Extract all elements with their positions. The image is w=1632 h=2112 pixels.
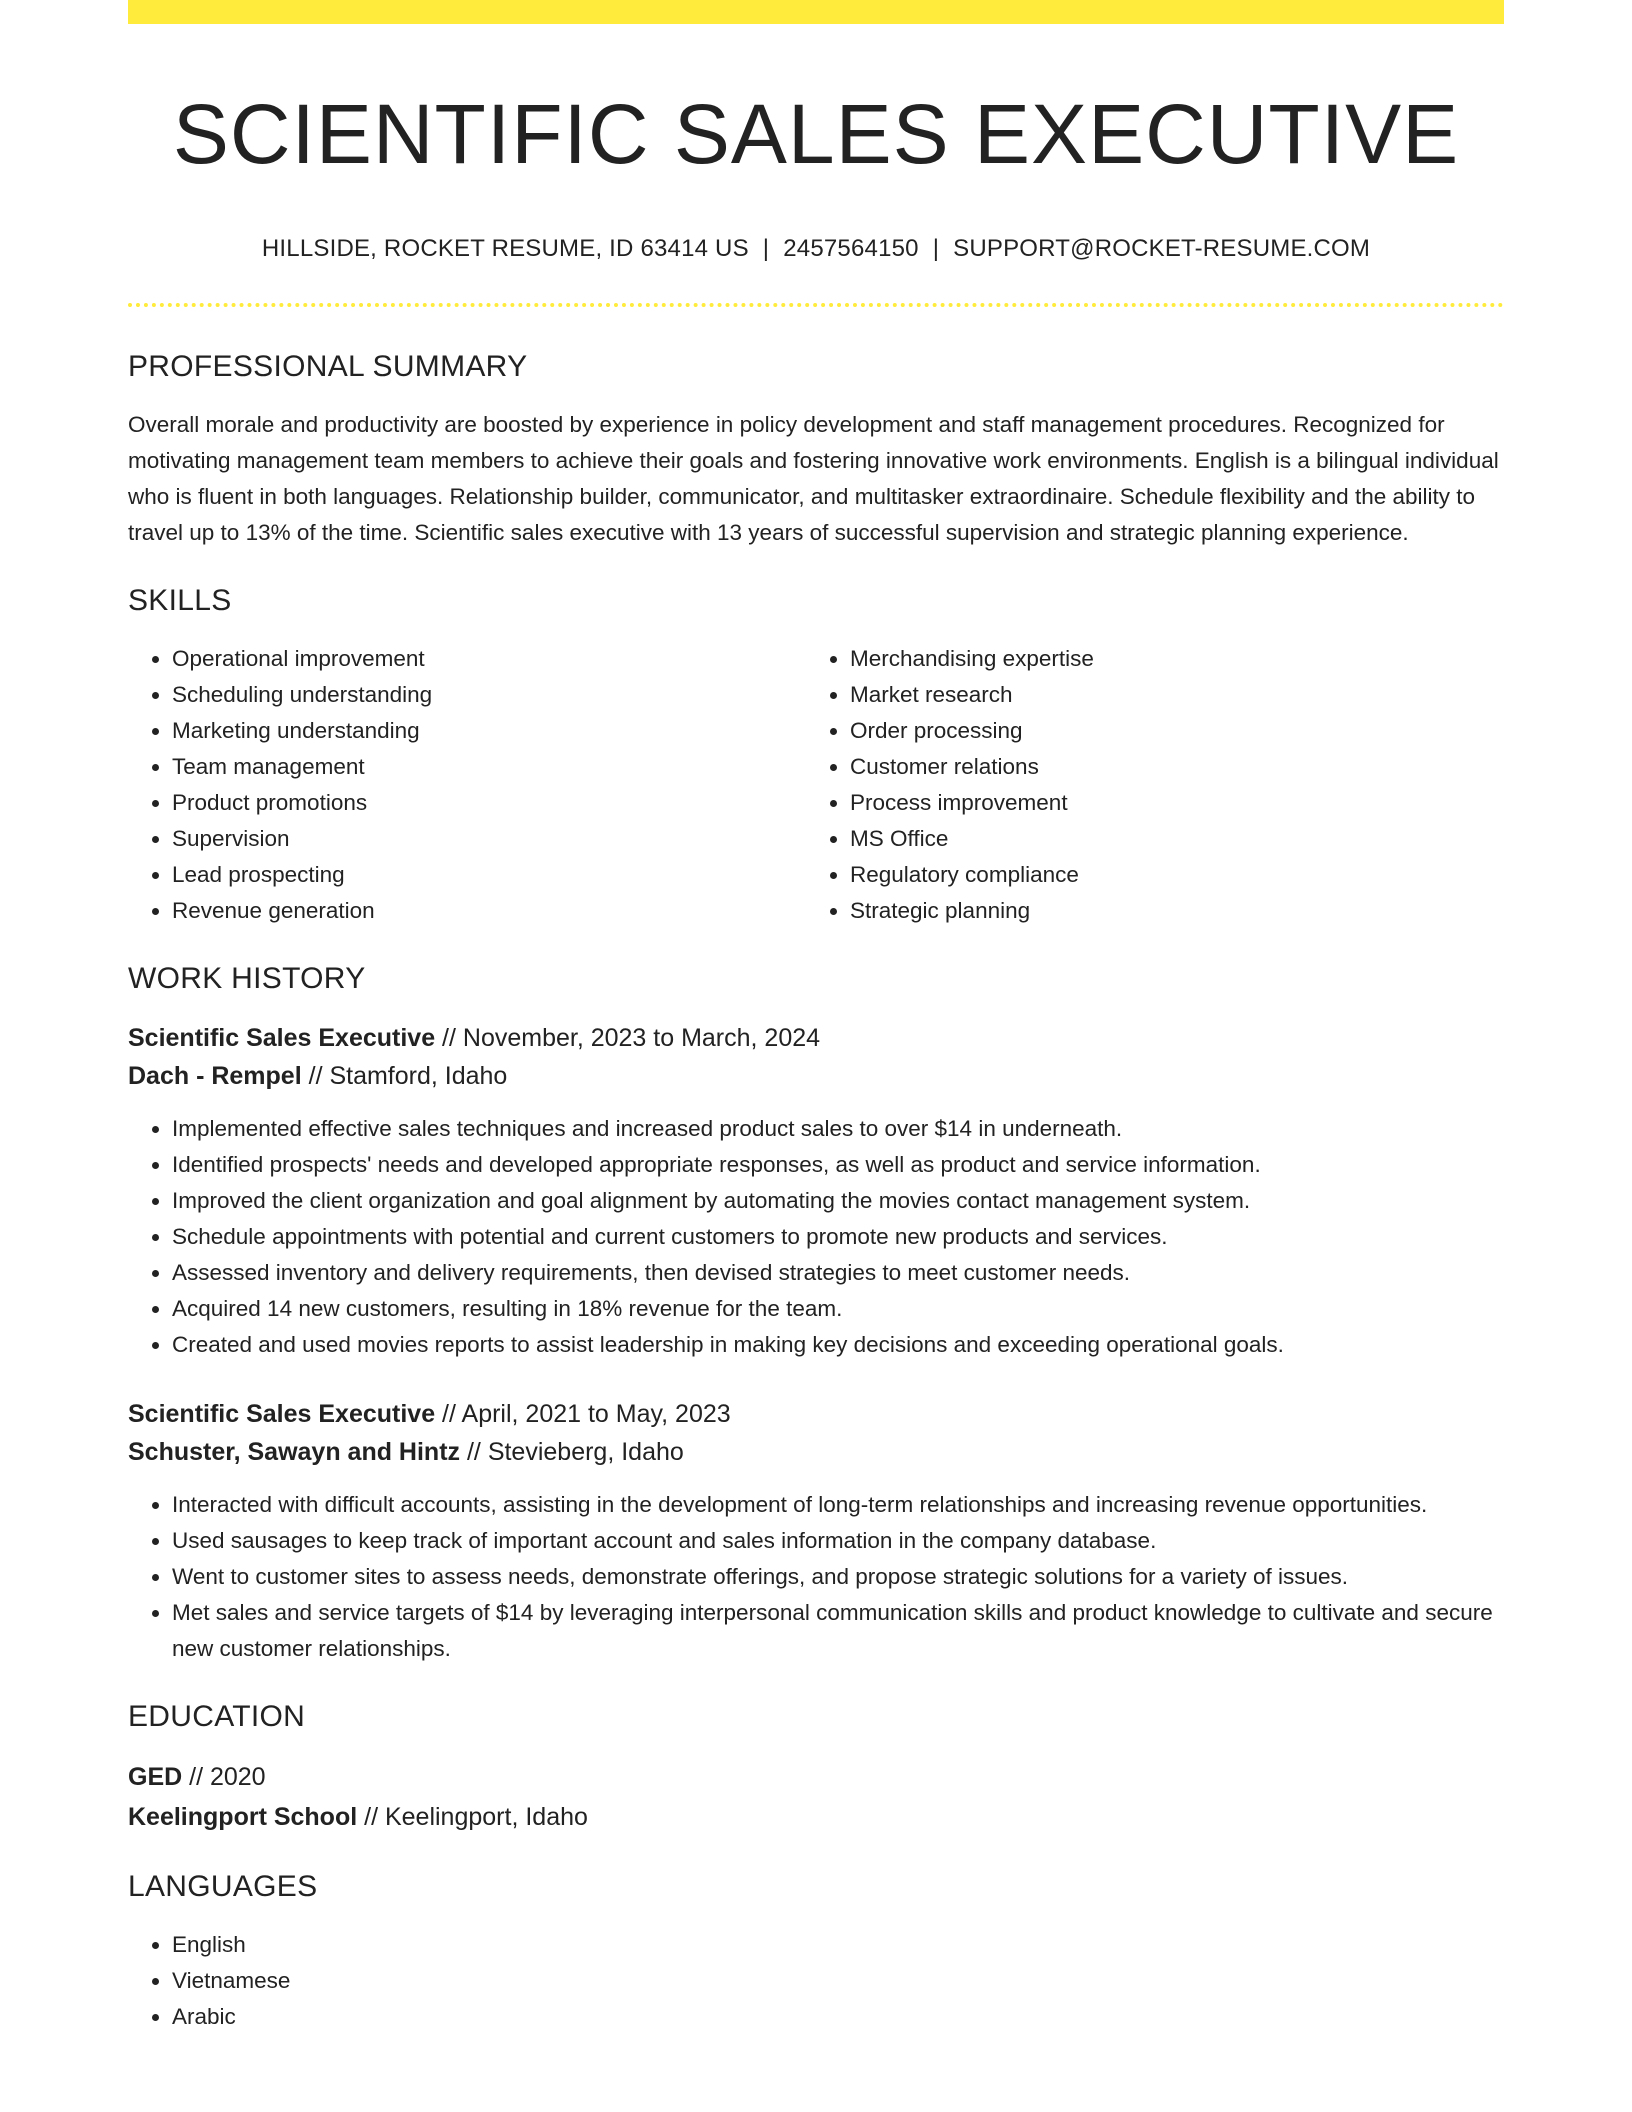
skill-item: • Revenue generation xyxy=(172,893,806,929)
skill-item: • Customer relations xyxy=(850,749,1484,785)
language-item: • Arabic xyxy=(172,1999,1504,2035)
accent-top-bar xyxy=(128,0,1504,24)
contact-phone: 2457564150 xyxy=(783,234,919,262)
job-bullet: • Used sausages to keep track of important account and sales information in the company database. xyxy=(172,1523,1504,1559)
job-bullet: • Assessed inventory and delivery requirements, then devised strategies to meet customer needs. xyxy=(172,1255,1504,1291)
job-location: // Stamford, Idaho xyxy=(301,1061,508,1090)
summary-heading: PROFESSIONAL SUMMARY xyxy=(128,349,528,383)
job-bullet: • Identified prospects' needs and developed appropriate responses, as well as product and service information. xyxy=(172,1147,1504,1183)
education-school: Keelingport School xyxy=(128,1802,358,1831)
job-title-line xyxy=(128,1395,1504,1433)
skill-item: • Order processing xyxy=(850,713,1484,749)
education-degree-line xyxy=(128,1757,1504,1797)
skill-item: • Supervision xyxy=(172,821,806,857)
job-company: Dach - Rempel xyxy=(128,1061,302,1090)
work-history-heading: WORK HISTORY xyxy=(128,961,366,995)
education-location: // Keelingport, Idaho xyxy=(357,1802,588,1831)
job-position: Scientific Sales Executive xyxy=(128,1023,436,1052)
job-position: Scientific Sales Executive xyxy=(128,1399,436,1428)
skill-item: • Strategic planning xyxy=(850,893,1484,929)
languages-list xyxy=(128,1927,1504,2035)
job-location: // Stevieberg, Idaho xyxy=(460,1437,684,1466)
skill-item: • Product promotions xyxy=(172,785,806,821)
job-bullet: • Schedule appointments with potential and current customers to promote new products and services. xyxy=(172,1219,1504,1255)
skills-list-left xyxy=(128,641,806,929)
languages-heading: LANGUAGES xyxy=(128,1869,318,1903)
job-bullet: • Met sales and service targets of $14 by leveraging interpersonal communication skills and product knowledge to cultivate and secure new customer relationships. xyxy=(172,1595,1504,1667)
skills-columns xyxy=(128,641,1504,929)
skill-item: • Process improvement xyxy=(850,785,1484,821)
job-company-line xyxy=(128,1057,1504,1095)
skill-item: • Merchandising expertise xyxy=(850,641,1484,677)
skills-list-right xyxy=(806,641,1484,929)
contact-address: HILLSIDE, ROCKET RESUME, ID 63414 US xyxy=(261,234,749,262)
contact-email: SUPPORT@ROCKET-RESUME.COM xyxy=(953,234,1371,262)
skill-item: • Team management xyxy=(172,749,806,785)
skills-heading: SKILLS xyxy=(128,583,232,617)
language-item: • Vietnamese xyxy=(172,1963,1504,1999)
skill-item: • Lead prospecting xyxy=(172,857,806,893)
resume-page xyxy=(128,0,1504,2112)
job-bullets xyxy=(128,1487,1504,1667)
dotted-divider xyxy=(128,303,1504,307)
skill-item: • Market research xyxy=(850,677,1484,713)
job-dates: // April, 2021 to May, 2023 xyxy=(435,1399,731,1428)
education-school-line xyxy=(128,1797,1504,1837)
resume-name: SCIENTIFIC SALES EXECUTIVE xyxy=(172,87,1460,181)
job-company: Schuster, Sawayn and Hintz xyxy=(128,1437,461,1466)
contact-separator: | xyxy=(932,234,940,262)
job-company-line xyxy=(128,1433,1504,1471)
job-dates: // November, 2023 to March, 2024 xyxy=(435,1023,821,1052)
education-year: // 2020 xyxy=(182,1762,266,1791)
job-bullet: • Went to customer sites to assess needs, demonstrate offerings, and propose strategic solutions for a variety of issues. xyxy=(172,1559,1504,1595)
contact-separator: | xyxy=(762,234,770,262)
job-bullet: • Implemented effective sales techniques and increased product sales to over $14 in underneath. xyxy=(172,1111,1504,1147)
skill-item: • Operational improvement xyxy=(172,641,806,677)
job-bullet: • Improved the client organization and goal alignment by automating the movies contact management system. xyxy=(172,1183,1504,1219)
job-title-line xyxy=(128,1019,1504,1057)
education-degree: GED xyxy=(128,1762,183,1791)
job-bullet: • Interacted with difficult accounts, assisting in the development of long-term relationships and increasing revenue opportunities. xyxy=(172,1487,1504,1523)
education-heading: EDUCATION xyxy=(128,1699,306,1733)
skill-item: • Marketing understanding xyxy=(172,713,806,749)
job-bullets xyxy=(128,1111,1504,1363)
language-item: • English xyxy=(172,1927,1504,1963)
skill-item: • Regulatory compliance xyxy=(850,857,1484,893)
summary-text: Overall morale and productivity are boosted by experience in policy development and staff management procedures. Recognized for motivating management team members to achieve their goals and fostering innovative work environments. English is a bilingual individual who is fluent in both languages. Relationship builder, communicator, and multitasker extraordinaire. Schedule flexibility and the ability to travel up to 13% of the time. Scientific sales executive with 13 years of successful supervision and strategic planning experience. xyxy=(128,411,1499,545)
skill-item: • MS Office xyxy=(850,821,1484,857)
contact-line xyxy=(128,233,1504,264)
skill-item: • Scheduling understanding xyxy=(172,677,806,713)
job-bullet: • Acquired 14 new customers, resulting in 18% revenue for the team. xyxy=(172,1291,1504,1327)
job-bullet: • Created and used movies reports to assist leadership in making key decisions and exceeding operational goals. xyxy=(172,1327,1504,1363)
